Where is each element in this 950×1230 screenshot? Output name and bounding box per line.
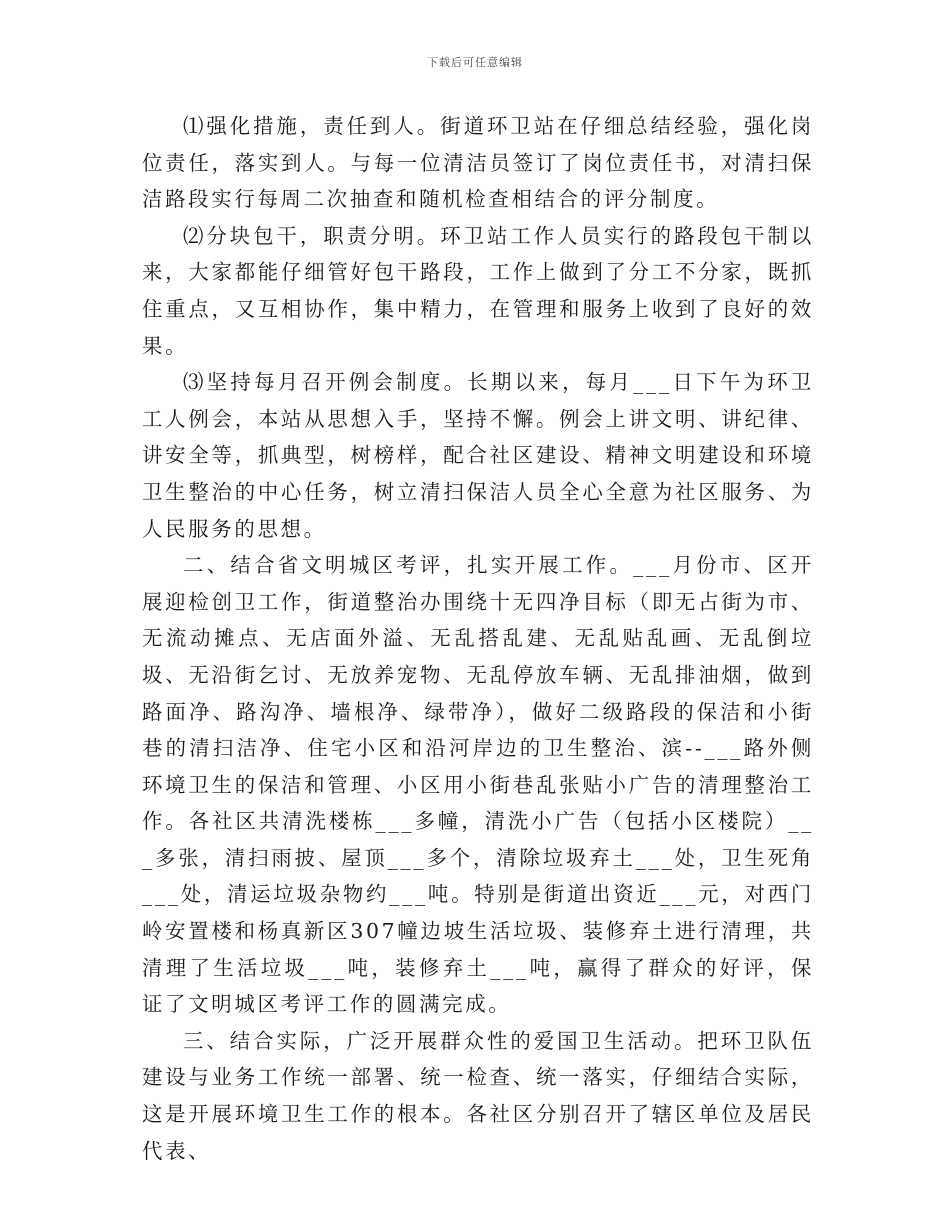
paragraph-measure-2: ⑵分块包干，职责分明。环卫站工作人员实行的路段包干制以来，大家都能仔细管好包干路段，工作上做到了分工不分家，既抓住重点，又互相协作，集中精力，在管理和服务上收到了良好的效果。: [142, 223, 814, 358]
paragraph-section-3: 三、结合实际，广泛开展群众性的爱国卫生活动。把环卫队伍建设与业务工作统一部署、统一检查、统一落实，仔细结合实际，这是开展环境卫生工作的根本。各社区分别召开了辖区单位及居民代表、: [142, 1028, 814, 1163]
page-header: 下载后可任意编辑: [427, 56, 523, 69]
paragraph-measure-3: ⑶坚持每月召开例会制度。长期以来，每月___日下午为环卫工人例会，本站从思想入手，坚持不懈。例会上讲文明、讲纪律、讲安全等，抓典型，树榜样，配合社区建设、精神文明建设和环境卫生整治的中心任务，树立清扫保洁人员全心全意为社区服务、为人民服务的思想。: [142, 370, 814, 541]
document-body: [142, 108, 814, 1169]
paragraph-section-2: 二、结合省文明城区考评，扎实开展工作。___月份市、区开展迎检创卫工作，街道整治办围绕十无四净目标（即无占街为市、无流动摊点、无店面外溢、无乱搭乱建、无乱贴乱画、无乱倒垃圾、无沿街乞讨、无放养宠物、无乱停放车辆、无乱排油烟，做到路面净、路沟净、墙根净、绿带净），做好二级路段的保洁和小街巷的清扫洁净、住宅小区和沿河岸边的卫生整治、滨--___路外侧环境卫生的保洁和管理、小区用小街巷乱张贴小广告的清理整治工作。各社区共清洗楼栋___多幢，清洗小广告（包括小区楼院）___多张，清扫雨披、屋顶___多个，清除垃圾弃土___处，卫生死角___处，清运垃圾杂物约___吨。特别是街道出资近___元，对西门岭安置楼和杨真新区307幢边坡生活垃圾、装修弃土进行清理，共清理了生活垃圾___吨，装修弃土___吨，赢得了群众的好评，保证了文明城区考评工作的圆满完成。: [142, 553, 814, 1017]
paragraph-measure-1: ⑴强化措施，责任到人。街道环卫站在仔细总结经验，强化岗位责任，落实到人。与每一位清洁员签订了岗位责任书，对清扫保洁路段实行每周二次抽查和随机检查相结合的评分制度。: [142, 114, 814, 212]
